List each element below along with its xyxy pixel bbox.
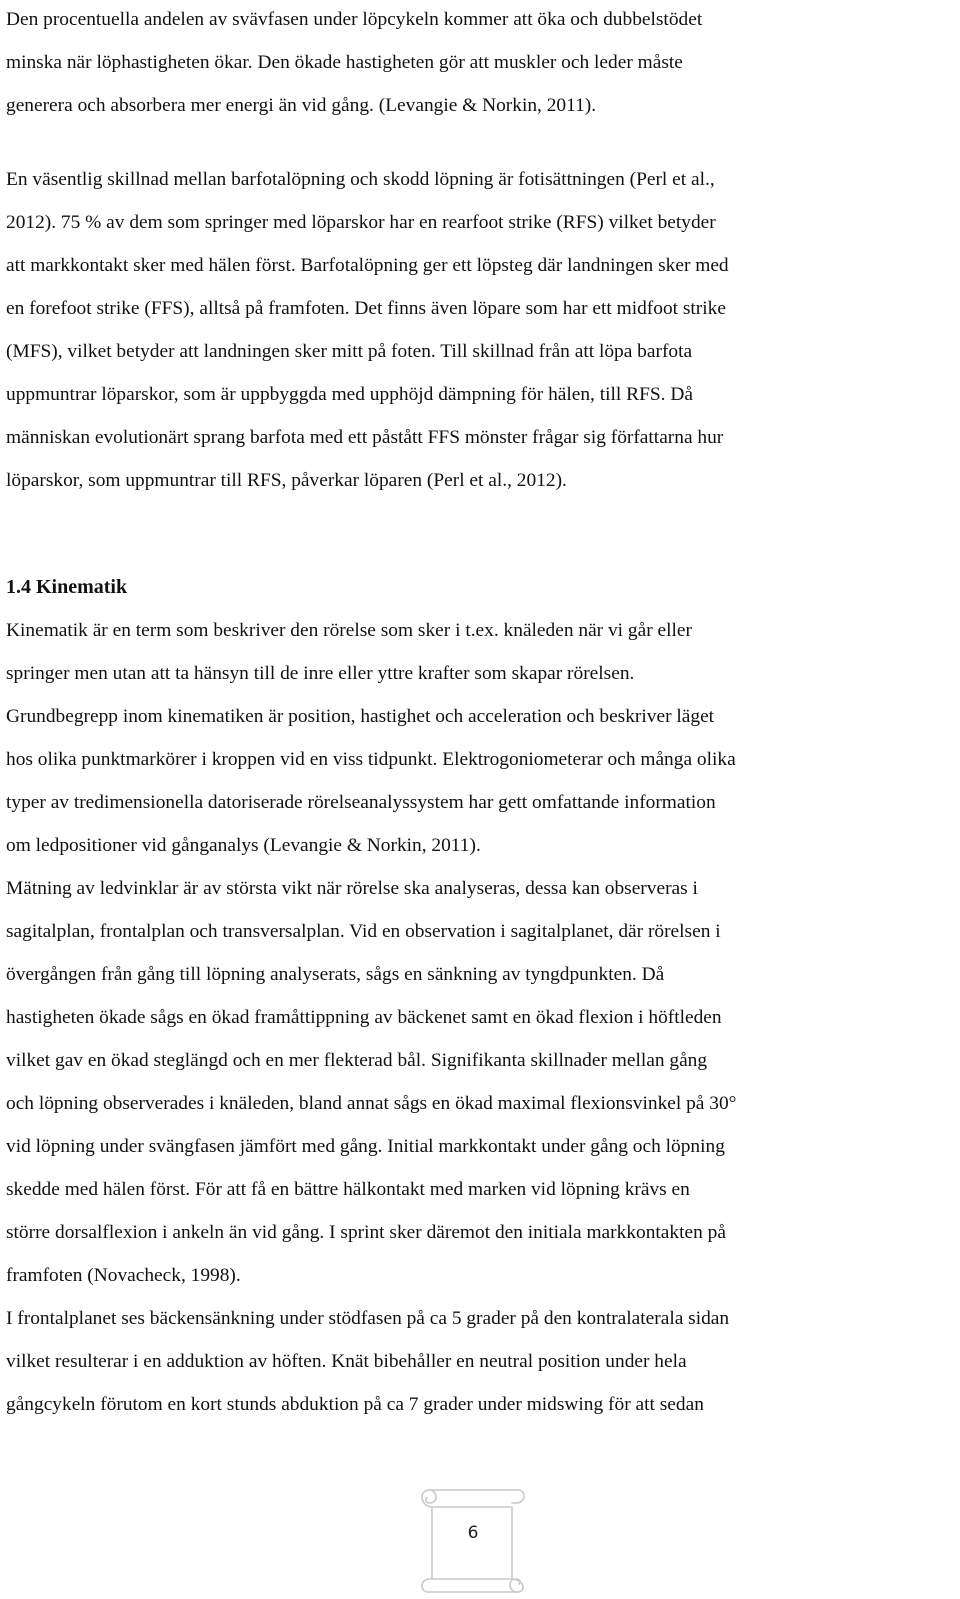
text-line: Kinematik är en term som beskriver den rörelse som sker i t.ex. knäleden när vi går eller xyxy=(6,620,692,641)
section-heading: 1.4 Kinematik xyxy=(6,576,128,598)
text-line: vilket gav en ökad steglängd och en mer flekterad bål. Signifikanta skillnader mellan gång xyxy=(6,1050,708,1071)
paragraph-foot-strike xyxy=(6,158,950,502)
text-line: övergången från gång till löpning analyserats, sågs en sänkning av tyngdpunkten. Då xyxy=(6,964,665,985)
text-line: minska när löphastigheten ökar. Den ökade hastigheten gör att muskler och leder måste xyxy=(6,52,683,73)
text-line: Den procentuella andelen av svävfasen under löpcykeln kommer att öka och dubbelstödet xyxy=(6,9,703,30)
text-line: springer men utan att ta hänsyn till de inre eller yttre krafter som skapar rörelsen. xyxy=(6,663,635,684)
text-line: (MFS), vilket betyder att landningen sker mitt på foten. Till skillnad från att löpa barfota xyxy=(6,341,693,362)
paragraph-gait-phases xyxy=(6,0,950,127)
text-line: typer av tredimensionella datoriserade rörelseanalyssystem har gett omfattande information xyxy=(6,792,716,813)
text-line: vilket resulterar i en adduktion av höften. Knät bibehåller en neutral position under hela xyxy=(6,1351,687,1372)
text-line: I frontalplanet ses bäckensänkning under stödfasen på ca 5 grader på den kontralaterala sidan xyxy=(6,1308,730,1329)
text-line: generera och absorbera mer energi än vid gång. (Levangie & Norkin, 2011). xyxy=(6,95,597,116)
text-line: 2012). 75 % av dem som springer med löparskor har en rearfoot strike (RFS) vilket betyder xyxy=(6,212,716,233)
text-line: större dorsalflexion i ankeln än vid gång. I sprint sker däremot den initiala markkontakten på xyxy=(6,1222,726,1243)
text-line: hos olika punktmarkörer i kroppen vid en viss tidpunkt. Elektrogoniometerar och många olika xyxy=(6,749,736,770)
text-line: Mätning av ledvinklar är av största vikt när rörelse ska analyseras, dessa kan observeras i xyxy=(6,878,698,899)
text-line: skedde med hälen först. För att få en bättre hälkontakt med marken vid löpning krävs en xyxy=(6,1179,690,1200)
text-line: sagitalplan, frontalplan och transversalplan. Vid en observation i sagitalplanet, där rörelsen i xyxy=(6,921,721,942)
text-line: Grundbegrepp inom kinematiken är position, hastighet och acceleration och beskriver läget xyxy=(6,706,715,727)
text-line: framfoten (Novacheck, 1998). xyxy=(6,1265,241,1286)
text-line: löparskor, som uppmuntrar till RFS, påverkar löparen (Perl et al., 2012). xyxy=(6,470,567,491)
text-line: och löpning observerades i knäleden, bland annat sågs en ökad maximal flexionsvinkel på 30° xyxy=(6,1093,737,1114)
paragraph-frontal-plane xyxy=(6,1297,950,1426)
text-line: en forefoot strike (FFS), alltså på framfoten. Det finns även löpare som har ett midfoot strike xyxy=(6,298,726,319)
page-number: 6 xyxy=(467,1523,479,1543)
page-footer xyxy=(414,1487,532,1593)
text-line: om ledpositioner vid gånganalys (Levangie & Norkin, 2011). xyxy=(6,835,481,856)
text-line: människan evolutionärt sprang barfota med ett påstått FFS mönster frågar sig författarna hur xyxy=(6,427,724,448)
text-line: uppmuntrar löparskor, som är uppbyggda med upphöjd dämpning för hälen, till RFS. Då xyxy=(6,384,693,405)
paragraph-kinematics-definition xyxy=(6,609,950,867)
text-line: hastigheten ökade sågs en ökad framåttippning av bäckenet samt en ökad flexion i höftleden xyxy=(6,1007,722,1028)
text-line: gångcykeln förutom en kort stunds abduktion på ca 7 grader under midswing för att sedan xyxy=(6,1394,704,1415)
text-line: vid löpning under svängfasen jämfört med gång. Initial markkontakt under gång och löpning xyxy=(6,1136,725,1157)
text-line: En väsentlig skillnad mellan barfotalöpning och skodd löpning är fotisättningen (Perl et al., xyxy=(6,169,715,190)
text-line: att markkontakt sker med hälen först. Barfotalöpning ger ett löpsteg där landningen sker med xyxy=(6,255,729,276)
paragraph-sagittal-plane xyxy=(6,867,950,1297)
